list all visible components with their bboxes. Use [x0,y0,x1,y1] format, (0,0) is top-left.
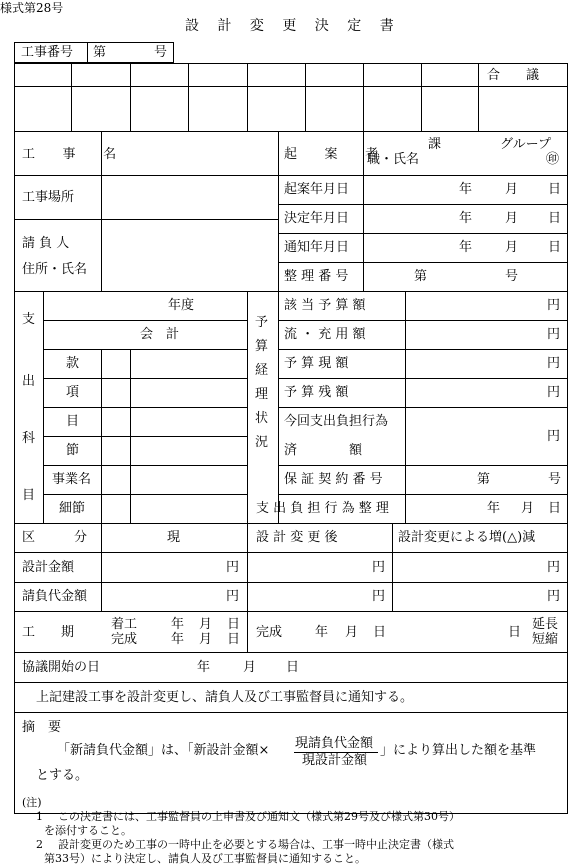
kyogi-label: 協議開始の日 [22,660,101,675]
hosho-label: 保 証 契 約 番 号 [284,472,383,487]
kansei-label: 完成 [256,625,283,640]
tekiyo-text-1a: 「新請負代金額」は、「新設計金額× [57,743,270,758]
kamoku-kan: 款 [66,356,80,371]
kamoku-jigyomei: 事業名 [52,472,92,487]
ryu-juyo-label: 流 ・ 充 用 額 [284,327,366,342]
seiri-bango-label: 整 理 番 号 [284,269,349,284]
koji-mei-label: 工 事 名 [22,147,128,162]
yosan-jokyo-1: 予 [255,315,269,330]
kubun-label: 区 分 [22,530,88,545]
tsuchi-date-label: 通知年月日 [284,240,350,255]
zougen-label: 設計変更による増(△)減 [398,530,536,545]
page-title: 設 計 変 更 決 定 書 [185,18,401,34]
note-1: この決定書には、工事監督員の上申書及び通知文（様式第29号及び様式第30号） [58,810,460,823]
kian-date-label: 起案年月日 [284,182,350,197]
fraction-top: 現請負代金額 [295,736,374,751]
shishutsu-kamoku-1: 支 [22,312,36,327]
notes-head: (注) [22,796,42,809]
note-2: 設計変更のため工事の一時中止を必要とする場合は、工事一時中止決定書（様式 [58,838,454,851]
sekkei-go-label: 設 計 変 更 後 [256,530,338,545]
tekiyo-text-1b: 」により算出した額を基準 [380,743,537,758]
kaikei-label: 会 計 [140,327,180,342]
kamoku-saisetsu: 細節 [59,501,86,516]
notice-text: 上記建設工事を設計変更し、請負人及び工事監督員に通知する。 [36,690,414,705]
tekiyo-label: 摘 要 [22,720,62,735]
kamoku-moku: 目 [66,414,80,429]
nendo-label: 年度 [168,298,195,313]
form-number: 様式第28号 [0,1,64,15]
yosan-gengaku-label: 予 算 現 額 [284,356,349,371]
kamoku-ko: 項 [66,385,80,400]
approval-label: 合 議 [487,68,540,83]
koki-label: 工 期 [22,625,75,640]
ukeoi-daikin-label: 請負代金額 [22,589,88,604]
encho-label: 延長 [532,617,559,632]
konkai-label: 今回支出負担行為 [284,414,389,429]
yosan-zangaku-label: 予 算 残 額 [284,385,349,400]
koji-basho-label: 工事場所 [22,190,75,205]
tekiyo-text-2: とする。 [36,768,89,783]
shishutsu-seiri-label: 支 出 負 担 行 為 整 理 [256,501,389,516]
kian-sha-label: 起 案 者 [284,147,390,162]
kettei-date-label: 決定年月日 [284,211,350,226]
ukeoi-label: 請 負 人 [22,236,70,251]
fraction-bottom: 現設計金額 [302,753,368,768]
gaito-yosan-label: 該 当 予 算 額 [284,298,366,313]
koji-bango-label: 工事番号 [21,45,74,60]
seal-icon: ㊞ [546,152,560,167]
tanshuku-label: 短縮 [532,632,559,647]
sekkei-kingaku-label: 設計金額 [22,560,75,575]
kamoku-setsu: 節 [66,443,80,458]
